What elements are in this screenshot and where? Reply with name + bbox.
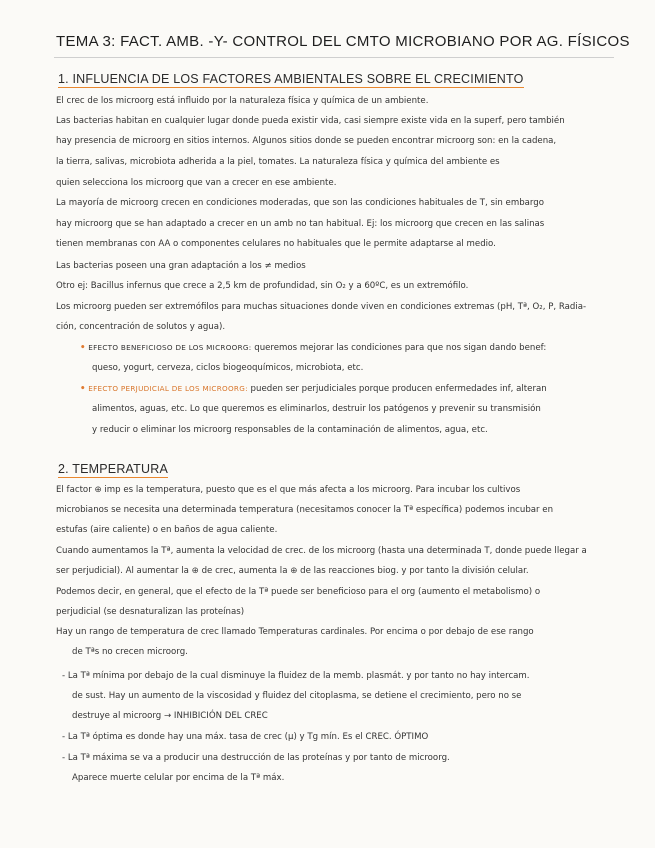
page-title: TEMA 3: FACT. AMB. -Y- CONTROL DEL CMTO MICROBIANO POR AG. FÍSICOS [56, 33, 630, 50]
s1-line-3: hay presencia de microorg en sitios internos. Algunos sitios donde se pueden encontrar microorg son: en la cadena, [56, 136, 557, 146]
s1-line-8: tienen membranas con AA o componentes celulares no habituales que le permite adaptarse al medio. [56, 239, 496, 249]
s2-line-7: perjudicial (se desnaturalizan las proteínas) [56, 607, 245, 617]
s2-line-8: Hay un rango de temperatura de crec llamado Temperaturas cardinales. Por encima o por debajo de ese rango [56, 627, 534, 637]
s1-line-2: Las bacterias habitan en cualquier lugar donde pueda existir vida, casi siempre existe vida en la superf, pero también [56, 116, 565, 126]
title-underline [54, 57, 614, 58]
s2-item-min-3: destruye al microorg → INHIBICIÓN DEL CREC [72, 711, 268, 721]
s2-line-3: estufas (aire caliente) o en baños de agua caliente. [56, 525, 278, 535]
s1-line-10: Otro ej: Bacillus infernus que crece a 2,5 km de profundidad, sin O₂ y a 60ºC, es un extremófilo. [56, 281, 469, 291]
s1-line-4: la tierra, salivas, microbiota adherida a la piel, tomates. La naturaleza física y química del ambiente es [56, 157, 500, 167]
bullet-harmful-line-3: y reducir o eliminar los microorg responsables de la contaminación de alimentos, agua, etc. [92, 425, 488, 435]
bullet-icon: • [80, 343, 86, 353]
bullet-icon: • [80, 384, 86, 394]
s1-line-1: El crec de los microorg está influido por la naturaleza física y química de un ambiente. [56, 96, 429, 106]
bullet-beneficial: • EFECTO BENEFICIOSO DE LOS MICROORG: queremos mejorar las condiciones para que nos sigan dando benef: [80, 343, 547, 353]
s1-line-5: quien selecciona los microorg que van a crecer en ese ambiente. [56, 178, 337, 188]
s2-line-9: de Tªs no crecen microorg. [72, 647, 188, 657]
s2-line-5: ser perjudicial). Al aumentar la ⊕ de crec, aumenta la ⊕ de las reacciones biog. y por tanto la división celular. [56, 566, 529, 576]
s1-line-11: Los microorg pueden ser extremófilos para muchas situaciones donde viven en condiciones extremas (pH, Tª, O₂, P, Radia- [56, 302, 587, 312]
section-1-heading: 1. INFLUENCIA DE LOS FACTORES AMBIENTALES SOBRE EL CRECIMIENTO [58, 72, 524, 86]
s2-item-max-2: Aparece muerte celular por encima de la Tª máx. [72, 773, 285, 783]
s1-line-9: Las bacterias poseen una gran adaptación a los ≠ medios [56, 261, 306, 271]
s1-line-12: ción, concentración de solutos y agua). [56, 322, 226, 332]
bullet-harmful: • EFECTO PERJUDICIAL DE LOS MICROORG: pueden ser perjudiciales porque producen enfermedades inf, alteran [80, 384, 547, 394]
bullet-harmful-line-2: alimentos, aguas, etc. Lo que queremos es eliminarlos, destruir los patógenos y prevenir su transmisión [92, 404, 541, 414]
s2-item-opt: - La Tª óptima es donde hay una máx. tasa de crec (µ) y Tg mín. Es el CREC. ÓPTIMO [62, 732, 429, 742]
s2-line-6: Podemos decir, en general, que el efecto de la Tª puede ser beneficioso para el org (aumento el metabolismo) o [56, 587, 541, 597]
s2-line-2: microbianos se necesita una determinada temperatura (necesitamos conocer la Tª específica) podemos incubar en [56, 505, 554, 515]
s2-item-max: - La Tª máxima se va a producir una destrucción de las proteínas y por tanto de microorg. [62, 753, 450, 763]
s2-item-min-2: de sust. Hay un aumento de la viscosidad y fluidez del citoplasma, se detiene el crecimiento, pero no se [72, 691, 522, 701]
s2-item-min: - La Tª mínima por debajo de la cual disminuye la fluidez de la memb. plasmát. y por tanto no hay intercam. [62, 671, 530, 681]
section-2-heading: 2. TEMPERATURA [58, 462, 168, 476]
s1-line-7: hay microorg que se han adaptado a crecer en un amb no tan habitual. Ej: los microorg que crecen en las salinas [56, 219, 545, 229]
s1-line-6: La mayoría de microorg crecen en condiciones moderadas, que son las condiciones habituales de T, sin embargo [56, 198, 545, 208]
s2-line-4: Cuando aumentamos la Tª, aumenta la velocidad de crec. de los microorg (hasta una determinada T, donde puede llegar a [56, 546, 587, 556]
s2-line-1: El factor ⊕ imp es la temperatura, puesto que es el que más afecta a los microorg. Para incubar los cultivos [56, 485, 521, 495]
bullet-beneficial-line-2: queso, yogurt, cerveza, ciclos biogeoquímicos, microbiota, etc. [92, 363, 364, 373]
